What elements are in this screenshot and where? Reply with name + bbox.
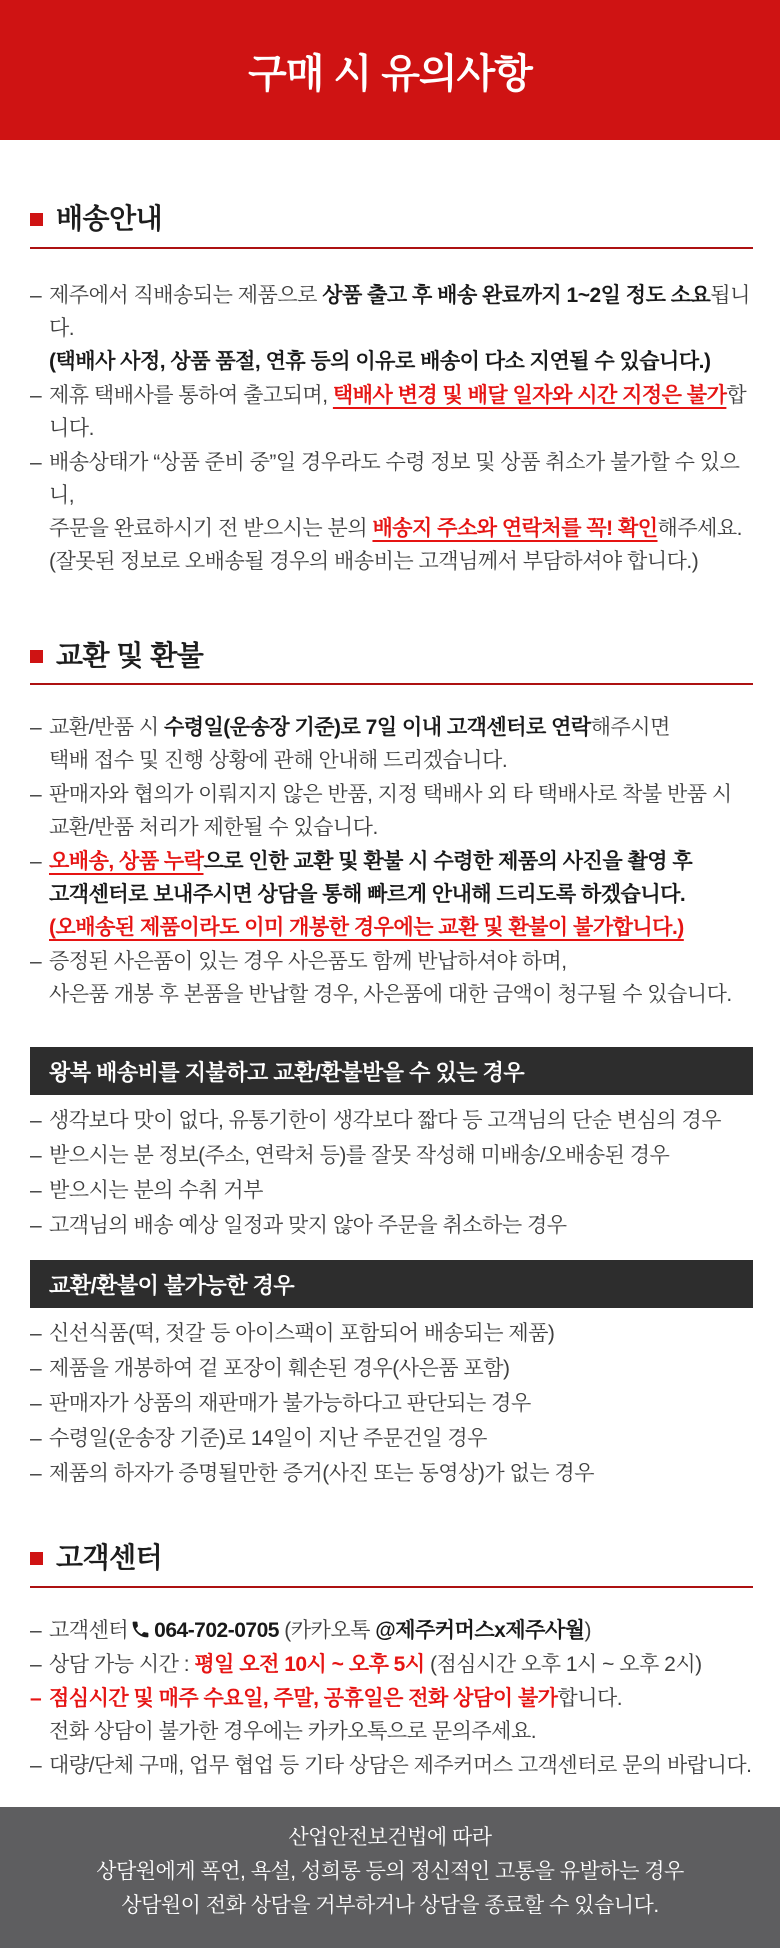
dash-bullet: – xyxy=(30,1686,42,1710)
footer-line: 상담원에게 폭언, 욕설, 성희롱 등의 정신적인 고통을 유발하는 경우 xyxy=(96,1859,684,1883)
list-item-line: 점심시간 및 매주 수요일, 주말, 공휴일은 전화 상담이 불가합니다. xyxy=(49,1686,623,1710)
list-item xyxy=(30,1387,753,1420)
dash-bullet: – xyxy=(30,1462,42,1486)
list-item-line: 받으시는 분의 수취 거부 xyxy=(49,1179,263,1203)
section-divider xyxy=(30,1586,753,1588)
dash-bullet: – xyxy=(30,1144,42,1168)
list-item xyxy=(30,1682,753,1748)
list-item xyxy=(30,845,753,944)
dash-bullet: – xyxy=(30,1652,42,1676)
red-square-bullet-icon xyxy=(30,650,43,663)
list-item-line: 대량/단체 구매, 업무 협업 등 기타 상담은 제주커머스 고객센터로 문의 바랍니다. xyxy=(49,1753,752,1777)
dash-bullet: – xyxy=(30,1109,42,1133)
red-square-bullet-icon xyxy=(30,1552,43,1565)
section-divider xyxy=(30,247,753,249)
section-title-shipping: 배송안내 xyxy=(56,203,163,234)
list-item-line: 판매자와 협의가 이뤄지지 않은 반품, 지정 택배사 외 타 택배사로 착불 반품 시 xyxy=(49,783,732,807)
dash-bullet: – xyxy=(30,1392,42,1416)
refundable-case-list xyxy=(30,1104,753,1242)
dash-bullet: – xyxy=(30,850,42,874)
list-item xyxy=(30,711,753,777)
list-item xyxy=(30,1139,753,1172)
list-item-line: (잘못된 정보로 오배송될 경우의 배송비는 고객님께서 부담하셔야 합니다.) xyxy=(49,549,699,573)
list-item-line: 제휴 택배사를 통하여 출고되며, 택배사 변경 및 배달 일자와 시간 지정은 불가합니다. xyxy=(49,383,747,440)
dash-bullet: – xyxy=(30,1179,42,1203)
list-item-line: 받으시는 분 정보(주소, 연락처 등)를 잘못 작성해 미배송/오배송된 경우 xyxy=(49,1144,670,1168)
section-divider xyxy=(30,683,753,685)
list-item-line: 수령일(운송장 기준)로 14일이 지난 주문건일 경우 xyxy=(49,1427,487,1451)
list-item-line: 신선식품(떡, 젓갈 등 아이스팩이 포함되어 배송되는 제품) xyxy=(49,1322,555,1346)
list-item-line: 택배 접수 및 진행 상황에 관해 안내해 드리겠습니다. xyxy=(49,749,508,773)
list-item-line: 생각보다 맛이 없다, 유통기한이 생각보다 짧다 등 고객님의 단순 변심의 경우 xyxy=(49,1109,722,1133)
list-item xyxy=(30,1174,753,1207)
list-item xyxy=(30,1352,753,1385)
list-item xyxy=(30,1648,753,1681)
exchange-list xyxy=(30,711,753,1011)
list-item-line: 배송상태가 “상품 준비 중”일 경우라도 수령 정보 및 상품 취소가 불가할 수 있으니, xyxy=(49,450,740,507)
dash-bullet: – xyxy=(30,1753,42,1777)
dash-bullet: – xyxy=(30,1214,42,1238)
list-item xyxy=(30,1749,753,1782)
list-item xyxy=(30,279,753,378)
dash-bullet: – xyxy=(30,1618,42,1642)
dash-bullet: – xyxy=(30,1427,42,1451)
footer-line: 산업안전보건법에 따라 xyxy=(288,1825,492,1849)
dash-bullet: – xyxy=(30,1357,42,1381)
list-item-line: 고객님의 배송 예상 일정과 맞지 않아 주문을 취소하는 경우 xyxy=(49,1214,567,1238)
list-item-line: 전화 상담이 불가한 경우에는 카카오톡으로 문의주세요. xyxy=(49,1719,537,1743)
legal-footer xyxy=(0,1807,780,1948)
list-item xyxy=(30,1422,753,1455)
section-title-customer: 고객센터 xyxy=(56,1542,163,1574)
red-square-bullet-icon xyxy=(30,213,43,226)
list-item xyxy=(30,778,753,844)
list-item xyxy=(30,1104,753,1137)
list-item xyxy=(30,1614,753,1647)
list-item-line: 제품의 하자가 증명될만한 증거(사진 또는 동영상)가 없는 경우 xyxy=(49,1462,594,1486)
dash-bullet: – xyxy=(30,1322,42,1346)
list-item-line: 주문을 완료하시기 전 받으시는 분의 배송지 주소와 연락처를 꼭! 확인해주세요. xyxy=(49,516,743,540)
nonrefundable-case-list xyxy=(30,1317,753,1490)
list-item-line: 교환/반품 처리가 제한될 수 있습니다. xyxy=(49,816,378,840)
page-title: 구매 시 유의사항 xyxy=(248,51,532,96)
list-item-line: 고객센터로 보내주시면 상담을 통해 빠르게 안내해 드리도록 하겠습니다. xyxy=(49,883,686,907)
list-item-line: 제주에서 직배송되는 제품으로 상품 출고 후 배송 완료까지 1~2일 정도 소요됩니다. xyxy=(49,283,750,340)
list-item-line: (오배송된 제품이라도 이미 개봉한 경우에는 교환 및 환불이 불가합니다.) xyxy=(49,916,684,940)
dash-bullet: – xyxy=(30,450,42,474)
dash-bullet: – xyxy=(30,716,42,740)
customer-hours-line: 상담 가능 시간 : 평일 오전 10시 ~ 오후 5시 (점심시간 오후 1시 ~ 오후 2시) xyxy=(49,1652,702,1676)
case-header-nonrefundable: 교환/환불이 불가능한 경우 xyxy=(30,1260,753,1308)
section-header-shipping xyxy=(30,202,753,236)
section-header-customer xyxy=(30,1541,753,1575)
list-item-line: 교환/반품 시 수령일(운송장 기준)로 7일 이내 고객센터로 연락해주시면 xyxy=(49,716,670,740)
dash-bullet: – xyxy=(30,783,42,807)
case-header-refundable: 왕복 배송비를 지불하고 교환/환불받을 수 있는 경우 xyxy=(30,1047,753,1095)
list-item xyxy=(30,1317,753,1350)
phone-icon xyxy=(130,1619,151,1640)
list-item xyxy=(30,1457,753,1490)
section-header-exchange xyxy=(30,639,753,673)
list-item xyxy=(30,1209,753,1242)
customer-phone-line: 고객센터 064-702-0705 (카카오톡 @제주커머스x제주사월) xyxy=(49,1618,591,1642)
customer-list xyxy=(30,1614,753,1782)
list-item-line: 제품을 개봉하여 겉 포장이 훼손된 경우(사은품 포함) xyxy=(49,1357,510,1381)
list-item xyxy=(30,945,753,1011)
section-title-exchange: 교환 및 환불 xyxy=(56,639,204,671)
shipping-list xyxy=(30,279,753,578)
list-item-line: 판매자가 상품의 재판매가 불가능하다고 판단되는 경우 xyxy=(49,1392,531,1416)
dash-bullet: – xyxy=(30,283,42,307)
list-item-line: 오배송, 상품 누락으로 인한 교환 및 환불 시 수령한 제품의 사진을 촬영 후 xyxy=(49,850,693,874)
list-item xyxy=(30,446,753,578)
list-item-line: (택배사 사정, 상품 품절, 연휴 등의 이유로 배송이 다소 지연될 수 있습니다.) xyxy=(49,349,711,373)
notice-content xyxy=(0,202,780,1782)
list-item xyxy=(30,379,753,445)
list-item-line: 증정된 사은품이 있는 경우 사은품도 함께 반납하셔야 하며, xyxy=(49,950,567,974)
dash-bullet: – xyxy=(30,950,42,974)
footer-line: 상담원이 전화 상담을 거부하거나 상담을 종료할 수 있습니다. xyxy=(121,1893,659,1917)
list-item-line: 사은품 개봉 후 본품을 반납할 경우, 사은품에 대한 금액이 청구될 수 있습니다. xyxy=(49,983,732,1007)
notice-banner xyxy=(0,0,780,140)
dash-bullet: – xyxy=(30,383,42,407)
